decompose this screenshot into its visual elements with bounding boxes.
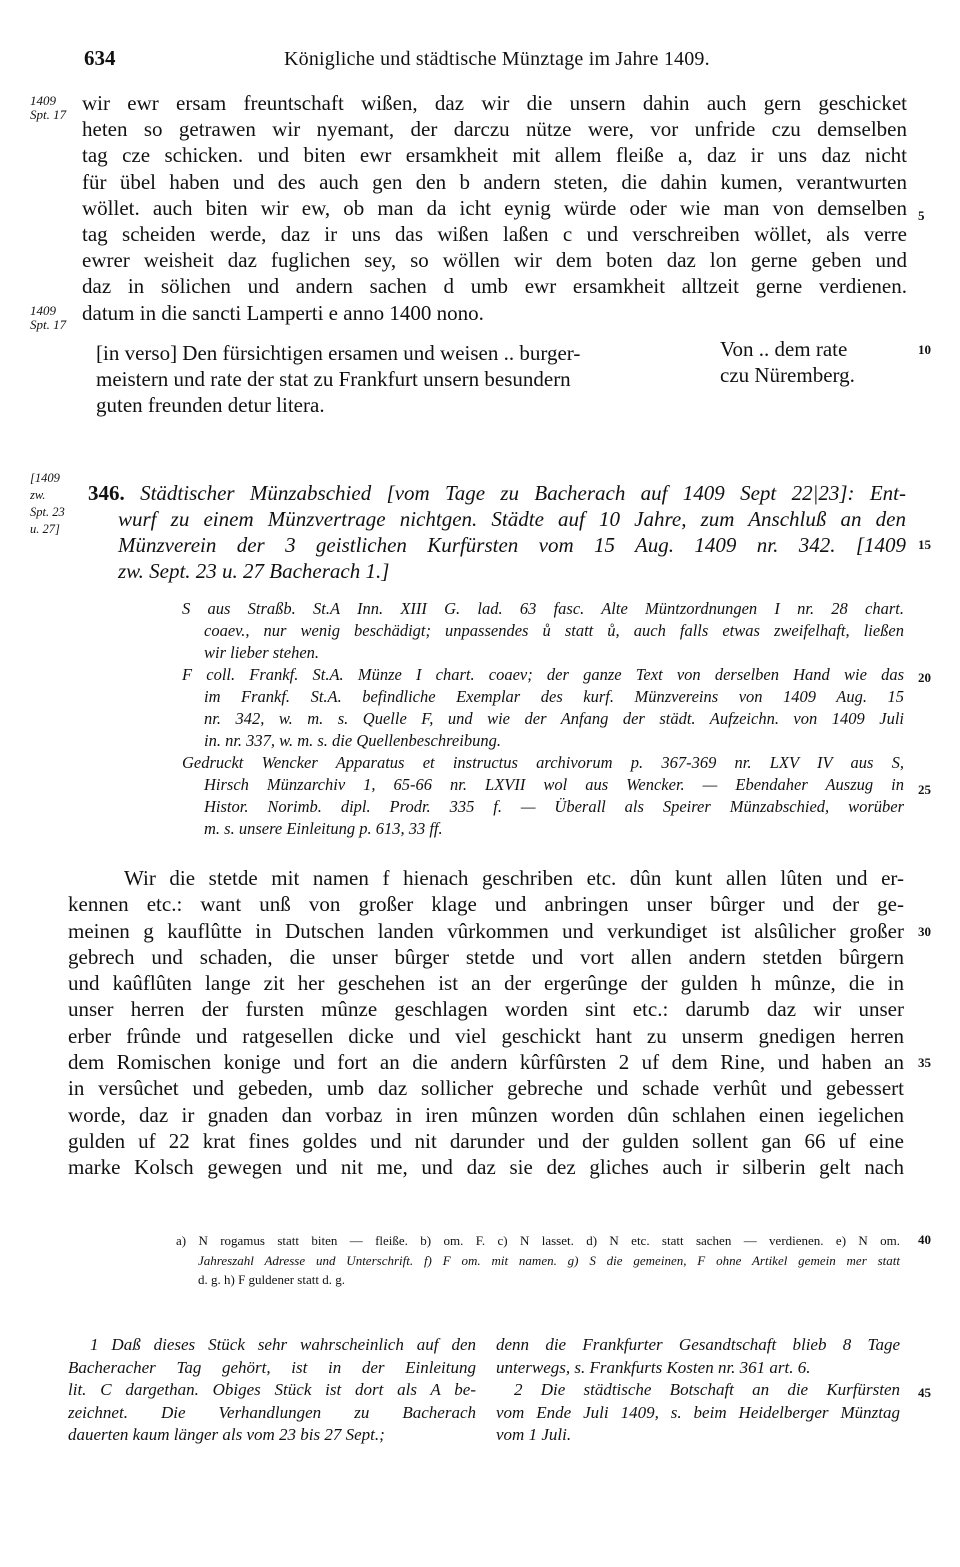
- body-line: Wir die stetde mit namen f hienach geschriben etc. dûn kunt allen lûten und er-: [124, 866, 904, 890]
- doc-title-line: Städtischer Münzabschied [vom Tage zu Bacherach auf 1409 Sept 22|23]: Ent-: [140, 481, 906, 505]
- address-right: [720, 336, 900, 388]
- line-number: 5: [918, 208, 925, 223]
- body-line: worde, daz ir gnaden dan vorbaz in iren mûnzen worden dûn schlahen einen iegelichen: [68, 1102, 904, 1127]
- body-line: unser herren der fursten mûnze geschlagen worden sint etc.: darumb daz wir unser: [68, 997, 904, 1022]
- address-left: [96, 340, 656, 418]
- letter-line: ewrer weisheit daz fuglichen sey, so wöllen wir dem boten daz lon gerne geben und: [82, 248, 907, 273]
- variant-line: d. g. h) F guldener statt d. g.: [198, 1272, 345, 1287]
- footnote-line: dauerten kaum länger als vom 23 bis 27 Sept.;: [68, 1425, 385, 1444]
- letter-line: wir ewr ersam freuntschaft wißen, daz wir die unsern dahin auch gern geschicket: [82, 91, 907, 115]
- body-line: dem Romischen konige und fort an die andern kûrfûrsten 2 uf dem Rine, und haben an: [68, 1050, 904, 1075]
- line-number: 45: [918, 1385, 931, 1400]
- footnote-line: 2 Die städtische Botschaft an die Kurfürsten: [514, 1380, 900, 1399]
- source-line: coaev., nur wenig beschädigt; unpassendes ů statt ů, auch falls etwas zweifelhaft, ließen: [204, 621, 904, 640]
- margin-date-letter: 1409 Spt. 17: [30, 303, 67, 332]
- footnote-line: unterwegs, s. Frankfurts Kosten nr. 361 art. 6.: [496, 1357, 811, 1377]
- source-line: Histor. Norimb. dipl. Prodr. 335 f. — Überall als Speirer Münzabschied, worüber: [204, 797, 904, 816]
- letter-text: [82, 90, 907, 326]
- footnote-line: Bacheracher Tag gehört, ist in der Einleitung: [68, 1357, 476, 1377]
- footnote-line: 1 Daß dieses Stück sehr wahrscheinlich auf den: [90, 1335, 476, 1354]
- source-line: wir lieber stehen.: [204, 643, 320, 662]
- body-line: marke Kolsch gewegen und nit me, und daz sie dez gliches auch ir silberin gelt nach: [68, 1155, 904, 1180]
- line-number: 30: [918, 924, 931, 939]
- letter-line: tag cze schicken. und biten ewr ersamkheit mit allem fleiße a, daz ir uns daz nicht: [82, 143, 907, 168]
- line-number: 15: [918, 537, 931, 552]
- source-description: [182, 598, 904, 840]
- sender-line: Von .. dem rate: [720, 337, 848, 361]
- letter-line: daz in sölichen und andern sachen d umb ewr ersamkheit alltzeit gerne verdienen.: [82, 274, 907, 299]
- doc-title-line: wurf zu einem Münzvertrage nichtgen. Städte auf 10 Jahre, zum Anschluß an den: [118, 507, 906, 531]
- doc-number: 346.: [88, 481, 125, 505]
- letter-line: tag scheiden werde, daz ir uns das wißen laßen c und verschreiben wöllet, als verre: [82, 222, 907, 247]
- doc-346-body: [68, 865, 904, 1181]
- body-line: in versûchet und gebeden, umb daz sollicher gebreche und schade verhût und gebessert: [68, 1076, 904, 1101]
- doc-title-line: Münzverein der 3 geistlichen Kurfürsten vom 15 Aug. 1409 nr. 342. [1409: [118, 533, 906, 557]
- body-line: meinen g kauflûtte in Dutschen landen vûrkommen und verkundiget ist alsûlicher großer: [68, 918, 904, 943]
- letter-line: wöllet. auch biten wir ew, ob man da icht eynig würde oder wie man von demselben: [82, 195, 907, 220]
- page-number: 634: [84, 46, 116, 70]
- footnote-line: lit. C dargethan. Obiges Stück ist dort als A be-: [68, 1380, 476, 1399]
- line-number: 10: [918, 342, 931, 357]
- page-header: [0, 46, 960, 74]
- address-line: [in verso] Den fürsichtigen ersamen und weisen .. burger-: [96, 341, 581, 365]
- footnotes-right: [496, 1334, 900, 1447]
- variant-notes: [176, 1231, 900, 1290]
- running-title: Königliche und städtische Münztage im Jahre 1409.: [284, 48, 710, 70]
- doc-title-line: zw. Sept. 23 u. 27 Bacherach 1.]: [118, 559, 390, 583]
- source-line: nr. 342, w. m. s. Quelle F, und wie der Anfang der städt. Aufzeichn. von 1409 Juli: [204, 709, 904, 728]
- footnote-line: vom Ende Juli 1409, s. beim Heidelberger Münztag: [496, 1402, 900, 1422]
- letter-date-line: datum in die sancti Lamperti e anno 1400 nono.: [82, 300, 484, 325]
- variant-line: a) N rogamus statt biten — fleiße. b) om. F. c) N lasset. d) N etc. statt sachen — verdienen. e) N om.: [176, 1233, 900, 1248]
- margin-date-doc-346: [1409 zw. Spt. 23 u. 27]: [30, 471, 65, 536]
- sender-line: czu Nüremberg.: [720, 363, 855, 387]
- source-line: S aus Straßb. St.A Inn. XIII G. lad. 63 fasc. Alte Müntzordnungen I nr. 28 chart.: [182, 599, 904, 618]
- margin-date-letter-start: 1409 Spt. 17: [30, 93, 67, 122]
- address-line: guten freunden detur litera.: [96, 393, 325, 417]
- source-line: m. s. unsere Einleitung p. 613, 33 ff.: [204, 819, 443, 838]
- body-line: gulden uf 22 krat fines goldes und nit darunder und der gulden sollent gan 66 uf eine: [68, 1128, 904, 1153]
- source-line: in. nr. 337, w. m. s. die Quellenbeschreibung.: [204, 731, 501, 750]
- body-line: und kaûflûten lange zit her geschehen ist an der ergerûnge der gulden h mûnze, die in: [68, 971, 904, 996]
- variant-line: Jahreszahl Adresse und Unterschrift. f) F om. mit namen. g) S die gemeinen, F ohne Artikel gemein mer statt: [198, 1252, 900, 1268]
- source-line: Hirsch Münzarchiv 1, 65-66 nr. LXVII wol aus Wencker. — Ebendaher Auszug in: [204, 775, 904, 794]
- source-line: F coll. Frankf. St.A. Münze I chart. coaev; der ganze Text von derselben Hand wie das: [182, 665, 904, 684]
- source-line: im Frankf. St.A. befindliche Exemplar des kurf. Münzvereins von 1409 Aug. 15: [204, 687, 904, 706]
- footnotes-left: [68, 1334, 476, 1447]
- body-line: erber frûnde und ratgesellen dicke und viel geschickt hant zu unserm gnedigen herren: [68, 1023, 904, 1048]
- letter-line: heten so getrawen wir nyemant, der darczu nütze were, vor unfride czu demselben: [82, 117, 907, 142]
- footnote-line: vom 1 Juli.: [496, 1425, 572, 1444]
- source-line: Gedruckt Wencker Apparatus et instructus archivorum p. 367-369 nr. LXV IV aus S,: [182, 753, 904, 772]
- body-line: kennen etc.: want unß von großer klage und anbringen unser bûrger und der ge-: [68, 892, 904, 917]
- doc-346-title: [88, 480, 906, 584]
- footnote-line: denn die Frankfurter Gesandtschaft blieb 8 Tage: [496, 1335, 900, 1354]
- line-number: 20: [918, 670, 931, 685]
- line-number: 40: [918, 1232, 931, 1247]
- body-line: gebrech und schaden, die unser bûrger stetde und vort allen andern stetden bûrgern: [68, 944, 904, 969]
- line-number: 35: [918, 1055, 931, 1070]
- letter-line: für übel haben und des auch gen den b andern steten, die dahin kumen, verantwurten: [82, 169, 907, 194]
- address-line: meistern und rate der stat zu Frankfurt unsern besundern: [96, 367, 571, 391]
- line-number: 25: [918, 782, 931, 797]
- footnote-line: zeichnet. Die Verhandlungen zu Bacherach: [68, 1402, 476, 1422]
